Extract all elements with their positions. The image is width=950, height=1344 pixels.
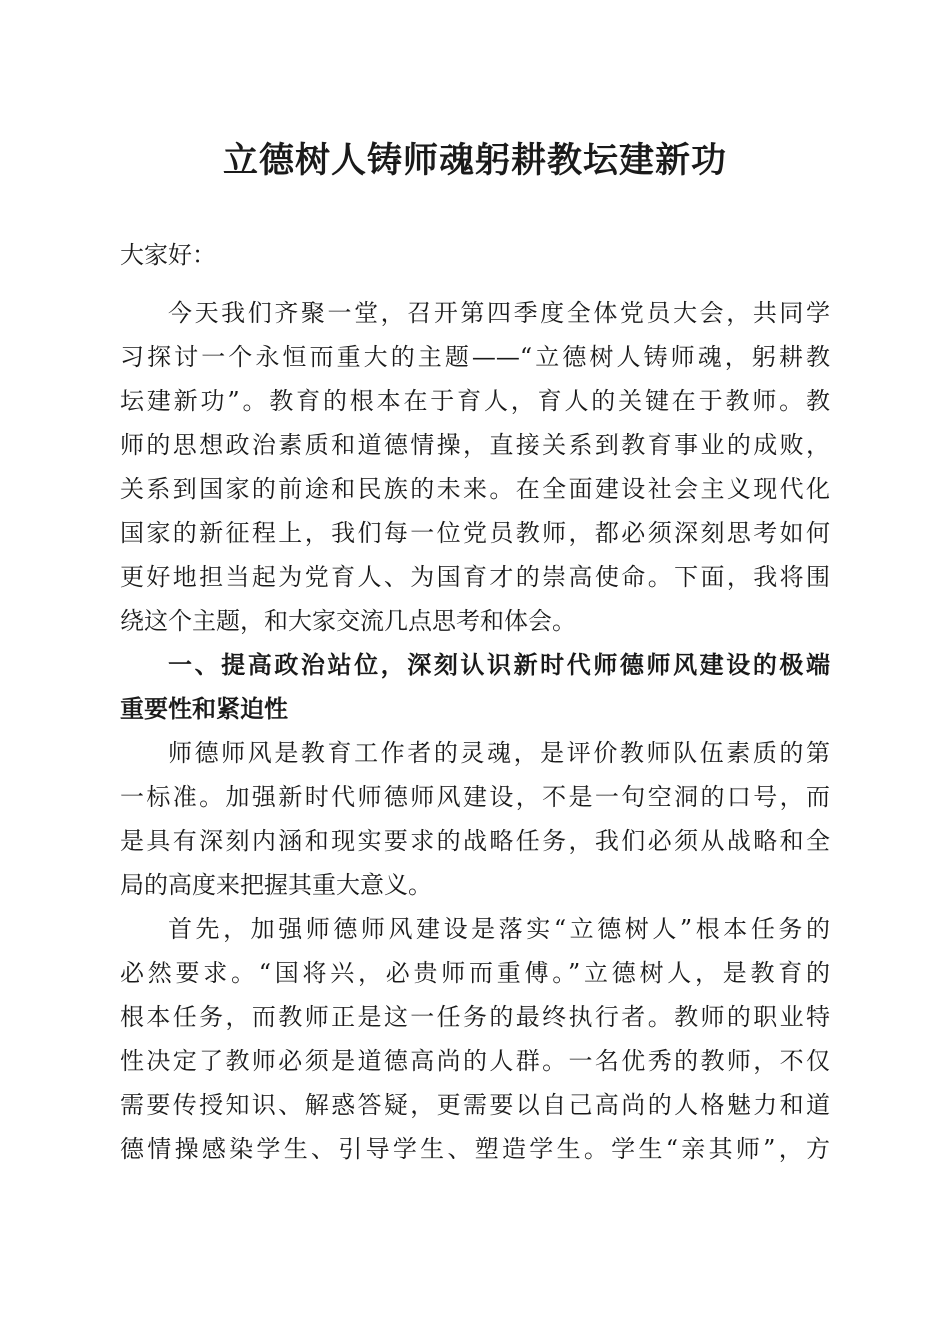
paragraph-line: 国家的新征程上，我们每一位党员教师，都必须深刻思考如何 <box>120 519 830 547</box>
paragraph-line: 一标准。加强新时代师德师风建设，不是一句空洞的口号，而 <box>120 783 830 811</box>
paragraph-line: 关系到国家的前途和民族的未来。在全面建设社会主义现代化 <box>120 475 830 503</box>
heading-line: 重要性和紧迫性 <box>120 695 288 723</box>
paragraph-line: 局的高度来把握其重大意义。 <box>120 871 432 899</box>
paragraph-line: 必然要求。“国将兴，必贵师而重傅。”立德树人，是教育的 <box>120 959 830 987</box>
paragraph-line: 性决定了教师必须是道德高尚的人群。一名优秀的教师，不仅 <box>120 1047 830 1075</box>
paragraph-line: 今天我们齐聚一堂，召开第四季度全体党员大会，共同学 <box>168 299 830 327</box>
paragraph-line: 根本任务，而教师正是这一任务的最终执行者。教师的职业特 <box>120 1003 830 1031</box>
paragraph-line: 需要传授知识、解惑答疑，更需要以自己高尚的人格魅力和道 <box>120 1091 830 1119</box>
heading-line: 一、提高政治站位，深刻认识新时代师德师风建设的极端 <box>168 651 830 679</box>
paragraph-line: 师德师风是教育工作者的灵魂，是评价教师队伍素质的第 <box>168 739 830 767</box>
paragraph-line: 师的思想政治素质和道德情操，直接关系到教育事业的成败， <box>120 431 830 459</box>
paragraph-first-point <box>120 907 830 1171</box>
paragraph-section-1 <box>120 731 830 907</box>
paragraph-line: 绕这个主题，和大家交流几点思考和体会。 <box>120 607 576 635</box>
paragraph-line: 更好地担当起为党育人、为国育才的崇高使命。下面，我将围 <box>120 563 830 591</box>
greeting: 大家好： <box>120 241 216 269</box>
section-heading-1 <box>120 643 830 731</box>
paragraph-line: 德情操感染学生、引导学生、塑造学生。学生“亲其师”，方 <box>120 1135 830 1163</box>
paragraph-line: 首先，加强师德师风建设是落实“立德树人”根本任务的 <box>168 915 830 943</box>
paragraph-intro <box>120 291 830 643</box>
paragraph-line: 习探讨一个永恒而重大的主题——“立德树人铸师魂，躬耕教 <box>120 343 830 371</box>
document-body <box>120 233 830 1171</box>
paragraph-line: 坛建新功”。教育的根本在于育人，育人的关键在于教师。教 <box>120 387 830 415</box>
paragraph-line: 是具有深刻内涵和现实要求的战略任务，我们必须从战略和全 <box>120 827 830 855</box>
document-title: 立德树人铸师魂躬耕教坛建新功 <box>222 140 727 181</box>
